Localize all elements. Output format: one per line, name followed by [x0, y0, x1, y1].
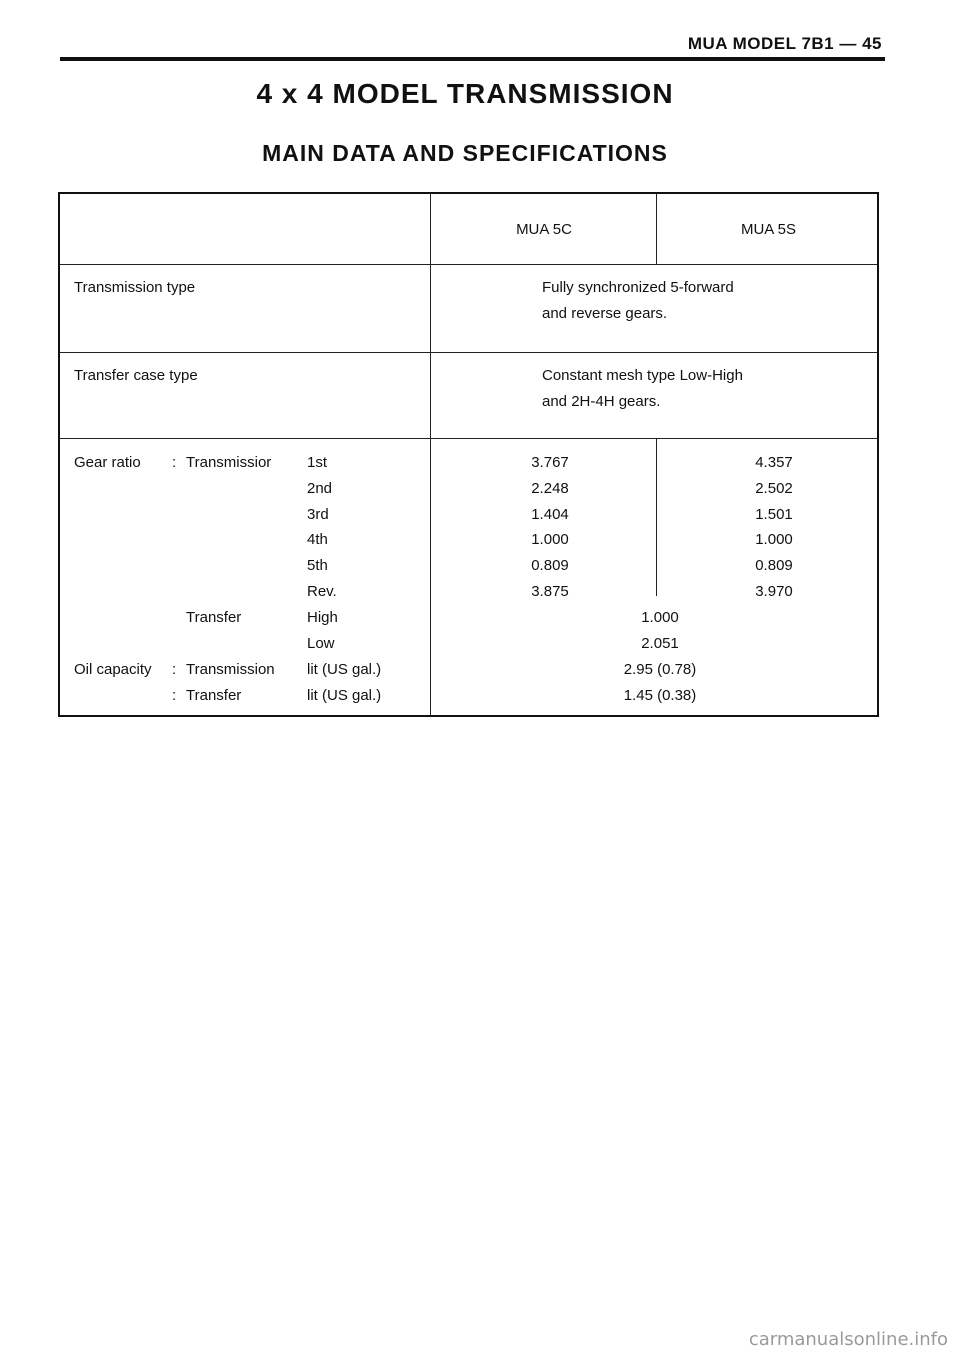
transfer-ratio-value: 2.051: [641, 635, 679, 652]
mua5c-ratio: 2.248: [531, 480, 569, 497]
row-divider: [60, 438, 877, 439]
header-rule: [60, 57, 885, 61]
mua5c-ratio: 0.809: [531, 557, 569, 574]
gear-label: 5th: [307, 557, 328, 574]
transfer-ratio-value: 1.000: [641, 609, 679, 626]
column-divider: [430, 194, 431, 717]
transmission-type-value-line1: Fully synchronized 5-forward: [542, 279, 734, 296]
page-subtitle: MAIN DATA AND SPECIFICATIONS: [262, 140, 668, 166]
oil-capacity-colon: :: [172, 687, 177, 704]
gear-label: 2nd: [307, 480, 333, 497]
transfer-range-label: High: [307, 609, 338, 626]
mua5s-ratio: 2.502: [755, 480, 793, 497]
gear-label: Rev.: [307, 583, 337, 600]
oil-capacity-item: Transfer: [186, 687, 242, 704]
mua5c-ratio: 3.875: [531, 583, 569, 600]
gear-label: 4th: [307, 531, 328, 548]
mua5c-ratio: 3.767: [531, 454, 569, 471]
mua5s-ratio: 0.809: [755, 557, 793, 574]
transfer-case-type-value-line1: Constant mesh type Low-High: [542, 367, 743, 384]
gear-ratio-transmission-label: Transmissior: [186, 454, 272, 471]
spec-table: [58, 192, 879, 717]
page-header: MUA MODEL 7B1 — 45: [687, 34, 882, 53]
transfer-case-type-label: Transfer case type: [74, 367, 198, 384]
oil-capacity-label: Oil capacity: [74, 661, 152, 678]
oil-capacity-item: Transmission: [186, 661, 275, 678]
oil-capacity-unit: lit (US gal.): [307, 687, 382, 704]
transfer-case-type-value-line2: and 2H-4H gears.: [542, 393, 661, 410]
row-divider: [60, 352, 877, 353]
column-header-mua5s: MUA 5S: [740, 221, 797, 238]
oil-capacity-colon: :: [172, 661, 177, 678]
transmission-type-value-line2: and reverse gears.: [542, 305, 668, 322]
gear-ratio-colon: :: [172, 454, 177, 471]
transmission-type-label: Transmission type: [74, 279, 196, 296]
gear-ratio-label: Gear ratio: [74, 454, 141, 471]
footer-watermark: carmanualsonline.info: [748, 1329, 948, 1350]
mua5c-ratio: 1.000: [531, 531, 569, 548]
column-divider: [656, 438, 657, 596]
column-header-mua5c: MUA 5C: [516, 221, 572, 238]
oil-capacity-unit: lit (US gal.): [307, 661, 382, 678]
column-divider: [656, 194, 657, 264]
mua5c-ratio: 1.404: [531, 506, 569, 523]
oil-capacity-value: 2.95 (0.78): [623, 661, 697, 678]
mua5s-ratio: 1.000: [755, 531, 793, 548]
gear-label: 3rd: [307, 506, 329, 523]
gear-label: 1st: [307, 454, 328, 471]
page-title: 4 x 4 MODEL TRANSMISSION: [256, 78, 674, 109]
transfer-range-label: Low: [307, 635, 335, 652]
row-divider: [60, 264, 877, 265]
oil-capacity-value: 1.45 (0.38): [623, 687, 697, 704]
mua5s-ratio: 4.357: [755, 454, 793, 471]
transfer-ratio-label: Transfer: [186, 609, 242, 626]
mua5s-ratio: 3.970: [755, 583, 793, 600]
mua5s-ratio: 1.501: [755, 506, 793, 523]
